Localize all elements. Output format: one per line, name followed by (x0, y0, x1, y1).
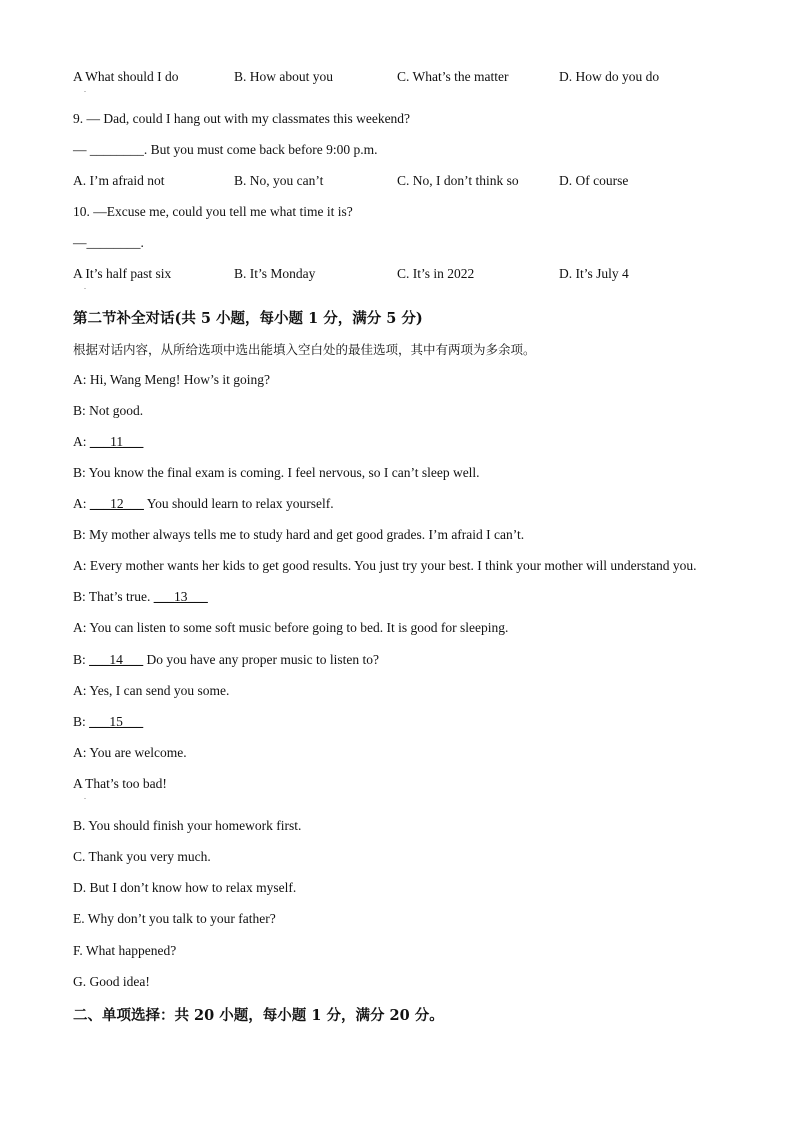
choice-e: E. Why don’t you talk to your father? (73, 911, 276, 926)
section2-heading: 第二节补全对话(共 5 小题，每小题 1 分，满分 5 分) (73, 310, 423, 327)
blank-15[interactable]: ___15___ (89, 714, 144, 729)
q9-option-a: A. I’m afraid not (73, 173, 165, 188)
dialogue-line: A: ___11___ (73, 434, 144, 449)
blank-13[interactable]: ___13___ (153, 589, 208, 604)
q10-option-c: C. It’s in 2022 (397, 266, 475, 281)
choice-b: B. You should finish your homework first. (73, 818, 302, 833)
q9-option-b: B. No, you can’t (234, 173, 324, 188)
dialogue-line: A: Hi, Wang Meng! How’s it going? (73, 372, 271, 387)
dialogue-line: B: My mother always tells me to study hard and get good grades. I’m afraid I can’t. (73, 527, 525, 542)
dialogue-line: A: Yes, I can send you some. (73, 683, 230, 698)
blank-12[interactable]: ___12___ (89, 496, 144, 511)
q8-option-a: A What should I do (73, 69, 179, 84)
q8-option-c: C. What’s the matter (397, 69, 509, 84)
blank-11[interactable]: ___11___ (89, 434, 144, 449)
dialogue-line: B: ___15___ (73, 714, 144, 729)
q8-option-d: D. How do you do (559, 69, 660, 84)
option-dot: . (84, 282, 86, 291)
q9-option-d: D. Of course (559, 173, 629, 188)
q10-option-a: A It’s half past six (73, 266, 172, 281)
part2-heading: 二、单项选择：共 20 小题，每小题 1 分，满分 20 分。 (73, 1007, 444, 1024)
choice-f: F. What happened? (73, 943, 177, 958)
q10-option-d: D. It’s July 4 (559, 266, 629, 281)
choice-c: C. Thank you very much. (73, 849, 211, 864)
choice-d: D. But I don’t know how to relax myself. (73, 880, 297, 895)
choice-g: G. Good idea! (73, 974, 150, 989)
dialogue-line: A: ___12___ You should learn to relax yourself. (73, 496, 334, 511)
section2-instruction: 根据对话内容，从所给选项中选出能填入空白处的最佳选项，其中有两项为多余项。 (73, 342, 536, 357)
option-dot: . (84, 792, 86, 801)
dialogue-line: B: ___14___ Do you have any proper music to listen to? (73, 652, 379, 667)
option-dot: . (84, 85, 86, 94)
q9-answer-line: — ________. But you must come back before 9:00 p.m. (73, 142, 378, 157)
q9-question: 9. — Dad, could I hang out with my classmates this weekend? (73, 111, 411, 126)
blank-14[interactable]: ___14___ (89, 652, 144, 667)
dialogue-line: B: Not good. (73, 403, 144, 418)
q10-answer-line: —________. (73, 235, 144, 250)
dialogue-line: B: That’s true. ___13___ (73, 589, 208, 604)
dialogue-line: A: You are welcome. (73, 745, 187, 760)
choice-a: A That’s too bad! (73, 776, 167, 791)
dialogue-line: A: You can listen to some soft music before going to bed. It is good for sleeping. (73, 620, 509, 635)
dialogue-line: A: Every mother wants her kids to get good results. You just try your best. I think your mother will understand you. (73, 558, 697, 573)
q10-question: 10. —Excuse me, could you tell me what time it is? (73, 204, 353, 219)
dialogue-line: B: You know the final exam is coming. I feel nervous, so I can’t sleep well. (73, 465, 480, 480)
q10-option-b: B. It’s Monday (234, 266, 316, 281)
q9-option-c: C. No, I don’t think so (397, 173, 519, 188)
q8-option-b: B. How about you (234, 69, 333, 84)
